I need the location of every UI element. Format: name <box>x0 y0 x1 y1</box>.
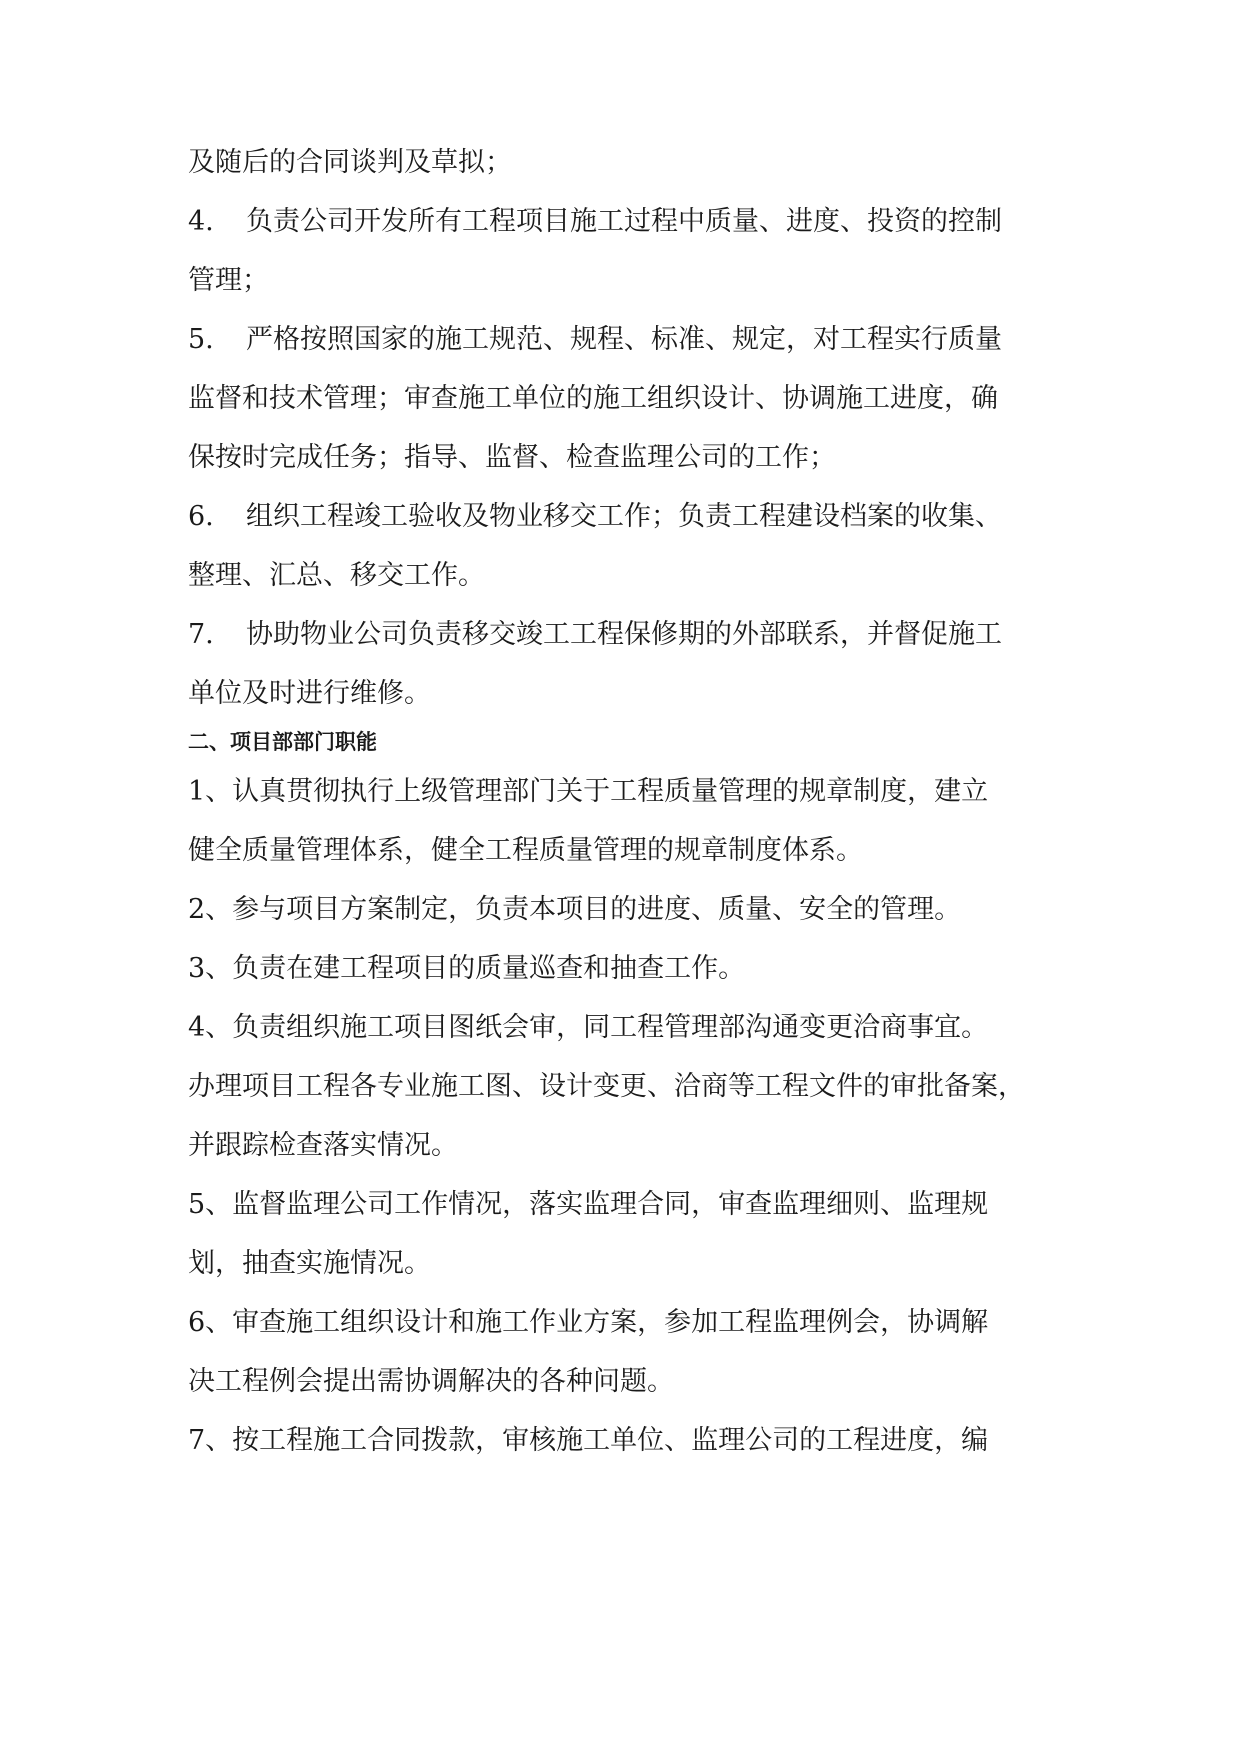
numbered-item-7 <box>188 616 1002 654</box>
line-text: 整理、汇总、移交工作。 <box>188 560 485 591</box>
line-text: 管理； <box>188 265 269 296</box>
numbered-item-5 <box>188 321 1002 359</box>
item-number: 7. <box>188 619 214 650</box>
text-line <box>188 144 512 182</box>
text-line: 并跟踪检查落实情况。 <box>188 1130 458 1161</box>
item-number: 4. <box>188 206 214 237</box>
text-line: 健全质量管理体系，健全工程质量管理的规章制度体系。 <box>188 835 863 866</box>
line-text: 严格按照国家的施工规范、规程、标准、规定，对工程实行质量 <box>246 324 1002 355</box>
item-number: 5. <box>188 324 214 355</box>
text-line: 4、负责组织施工项目图纸会审，同工程管理部沟通变更洽商事宜。 <box>188 1012 989 1043</box>
numbered-item-6 <box>188 498 1002 536</box>
text-line: 5、监督监理公司工作情况，落实监理合同，审查监理细则、监理规 <box>188 1189 989 1220</box>
text-line: 3、负责在建工程项目的质量巡查和抽查工作。 <box>188 953 746 984</box>
section-heading: 二、项目部部门职能 <box>188 730 377 754</box>
text-line: 2、参与项目方案制定，负责本项目的进度、质量、安全的管理。 <box>188 894 962 925</box>
text-line <box>188 439 836 477</box>
text-line <box>188 262 269 300</box>
line-text: 单位及时进行维修。 <box>188 678 431 709</box>
line-text: 组织工程竣工验收及物业移交工作；负责工程建设档案的收集、 <box>246 501 1002 532</box>
line-text: 监督和技术管理；审查施工单位的施工组织设计、协调施工进度，确 <box>188 383 998 414</box>
text-line: 划，抽查实施情况。 <box>188 1248 431 1279</box>
text-line: 办理项目工程各专业施工图、设计变更、洽商等工程文件的审批备案， <box>188 1071 1025 1102</box>
line-text: 保按时完成任务；指导、监督、检查监理公司的工作； <box>188 442 836 473</box>
text-line: 6、审查施工组织设计和施工作业方案，参加工程监理例会，协调解 <box>188 1307 989 1338</box>
line-text: 协助物业公司负责移交竣工工程保修期的外部联系，并督促施工 <box>246 619 1002 650</box>
numbered-item-4 <box>188 203 1002 241</box>
line-text: 及随后的合同谈判及草拟； <box>188 147 512 178</box>
text-line: 1、认真贯彻执行上级管理部门关于工程质量管理的规章制度，建立 <box>188 776 989 807</box>
text-line <box>188 557 485 595</box>
item-number: 6. <box>188 501 214 532</box>
text-line <box>188 675 431 713</box>
line-text: 负责公司开发所有工程项目施工过程中质量、进度、投资的控制 <box>246 206 1002 237</box>
text-line: 决工程例会提出需协调解决的各种问题。 <box>188 1366 674 1397</box>
text-line: 7、按工程施工合同拨款，审核施工单位、监理公司的工程进度，编 <box>188 1425 989 1456</box>
text-line <box>188 380 998 418</box>
